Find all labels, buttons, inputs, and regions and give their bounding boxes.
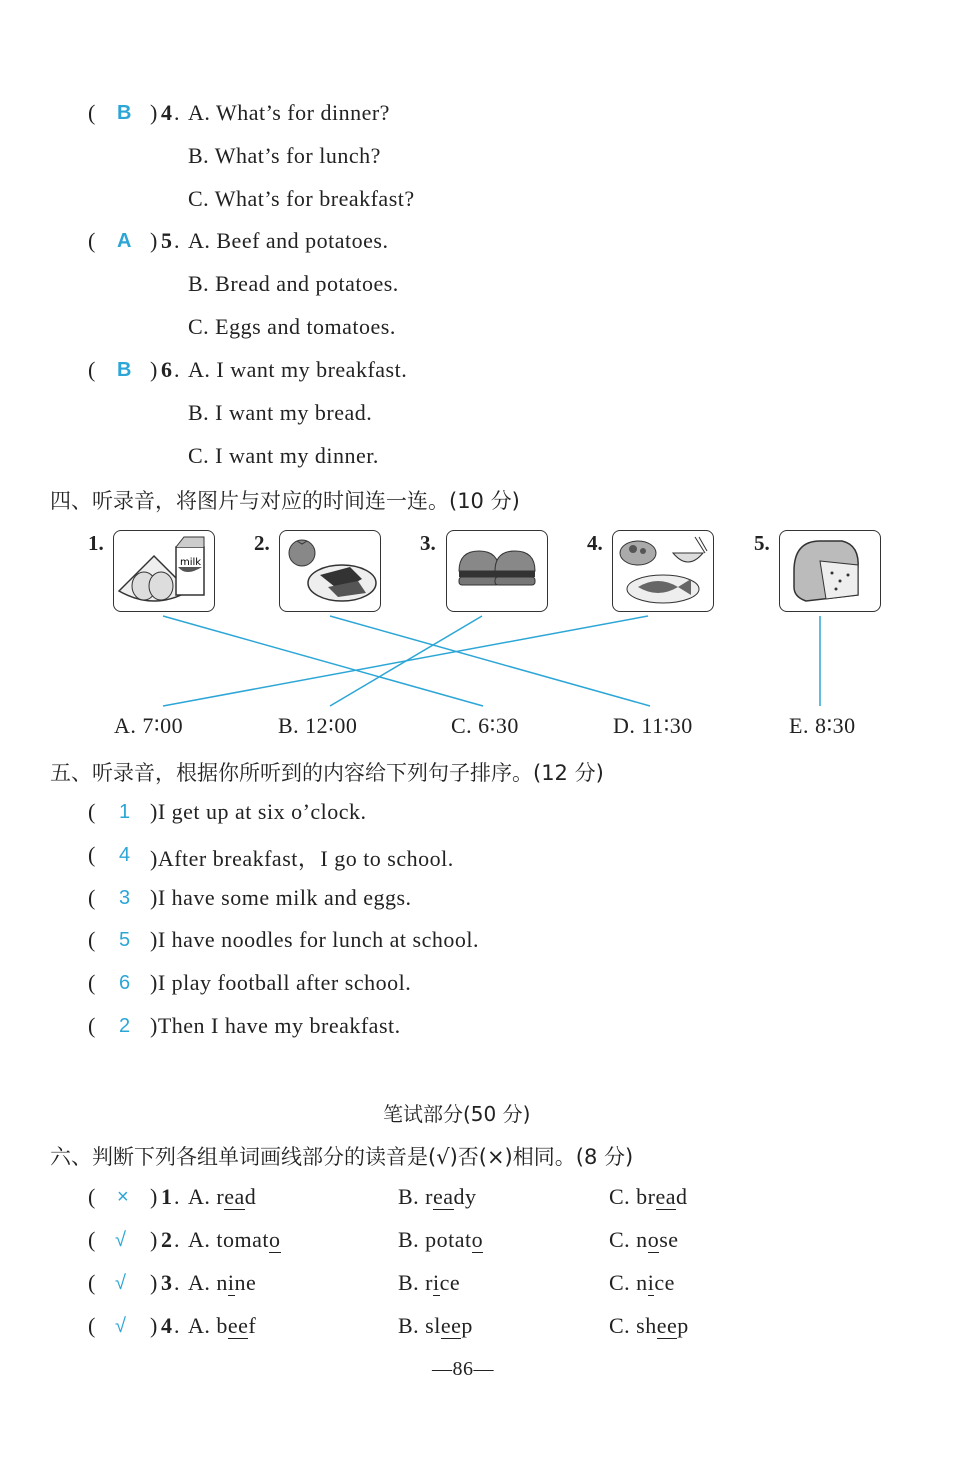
- option-a: A. I want my breakfast.: [188, 357, 408, 382]
- section-4-title: 四、听录音，将图片与对应的时间连一连。(10 分): [50, 489, 520, 513]
- option-a: A. What’s for dinner?: [188, 100, 390, 125]
- time-label-e: E. 8∶30: [789, 713, 856, 738]
- sentence: )After breakfast，I go to school.: [150, 846, 454, 871]
- question-number: 4: [161, 1313, 173, 1338]
- sentence: )I get up at six o’clock.: [150, 799, 367, 824]
- paren-close: ): [150, 228, 158, 253]
- question-number: 4: [161, 100, 173, 125]
- paren-close: ): [150, 357, 158, 382]
- answer-mark: √: [115, 1315, 126, 1337]
- section-6-title: 六、判断下列各组单词画线部分的读音是(√)否(×)相同。(8 分): [50, 1145, 634, 1169]
- written-part-title: 笔试部分(50 分): [383, 1102, 531, 1126]
- picture-label: 4.: [587, 531, 603, 555]
- answer-mark: 6: [119, 972, 131, 994]
- match-line-1-C: [163, 616, 483, 706]
- answer-mark: B: [117, 359, 132, 381]
- word-b: B. rice: [398, 1270, 461, 1295]
- word-b: B. ready: [398, 1184, 477, 1209]
- word-b: B. potato: [398, 1227, 484, 1252]
- picture-label: 5.: [754, 531, 770, 555]
- option-b: B. I want my bread.: [188, 400, 373, 425]
- match-line-4-A: [163, 616, 648, 706]
- time-label-b: B. 12∶00: [278, 713, 358, 738]
- sentence: )Then I have my breakfast.: [150, 1013, 401, 1038]
- word-a: A. beef: [188, 1313, 257, 1338]
- option-c: C. I want my dinner.: [188, 443, 379, 468]
- sentence: )I play football after school.: [150, 970, 412, 995]
- picture-label: 2.: [254, 531, 270, 555]
- word-b: B. sleep: [398, 1313, 473, 1338]
- question-number: 3: [161, 1270, 173, 1295]
- answer-mark: √: [115, 1272, 126, 1294]
- page-number: —86—: [432, 1358, 494, 1380]
- question-number: 2: [161, 1227, 173, 1252]
- word-a: A. read: [188, 1184, 257, 1209]
- option-c: C. Eggs and tomatoes.: [188, 314, 396, 339]
- svg-text:milk: milk: [180, 557, 202, 568]
- question-number: 5: [161, 228, 173, 253]
- question-number: 6: [161, 357, 173, 382]
- word-a: A. tomato: [188, 1227, 281, 1252]
- answer-mark: A: [117, 230, 132, 252]
- paren-open: (: [88, 357, 96, 382]
- word-a: A. nine: [188, 1270, 257, 1295]
- option-c: C. What’s for breakfast?: [188, 186, 415, 211]
- word-c: C. nice: [609, 1270, 675, 1295]
- time-label-a: A. 7∶00: [114, 713, 184, 738]
- time-label-c: C. 6∶30: [451, 713, 519, 738]
- section-5-title: 五、听录音，根据你所听到的内容给下列句子排序。(12 分): [50, 761, 604, 785]
- dot: .: [174, 100, 180, 125]
- paren-open: (: [88, 228, 96, 253]
- question-number: 1: [161, 1184, 173, 1209]
- answer-mark: 4: [119, 844, 131, 866]
- time-label-d: D. 11∶30: [613, 713, 693, 738]
- answer-mark: √: [115, 1229, 126, 1251]
- paren-close: ): [150, 100, 158, 125]
- dot: .: [174, 357, 180, 382]
- match-line-2-D: [330, 616, 650, 706]
- answer-mark: 3: [119, 887, 131, 909]
- word-c: C. bread: [609, 1184, 688, 1209]
- sentence: )I have some milk and eggs.: [150, 885, 412, 910]
- answer-mark: 5: [119, 929, 131, 951]
- paren-open: (: [88, 100, 96, 125]
- answer-mark: 2: [119, 1015, 131, 1037]
- picture-label: 1.: [88, 531, 104, 555]
- option-b: B. What’s for lunch?: [188, 143, 381, 168]
- answer-mark: ×: [117, 1186, 129, 1208]
- word-c: C. nose: [609, 1227, 679, 1252]
- answer-mark: 1: [119, 801, 131, 823]
- option-a: A. Beef and potatoes.: [188, 228, 389, 253]
- sentence: )I have noodles for lunch at school.: [150, 927, 479, 952]
- option-b: B. Bread and potatoes.: [188, 271, 399, 296]
- picture-label: 3.: [420, 531, 436, 555]
- word-c: C. sheep: [609, 1313, 689, 1338]
- dot: .: [174, 228, 180, 253]
- answer-mark: B: [117, 102, 132, 124]
